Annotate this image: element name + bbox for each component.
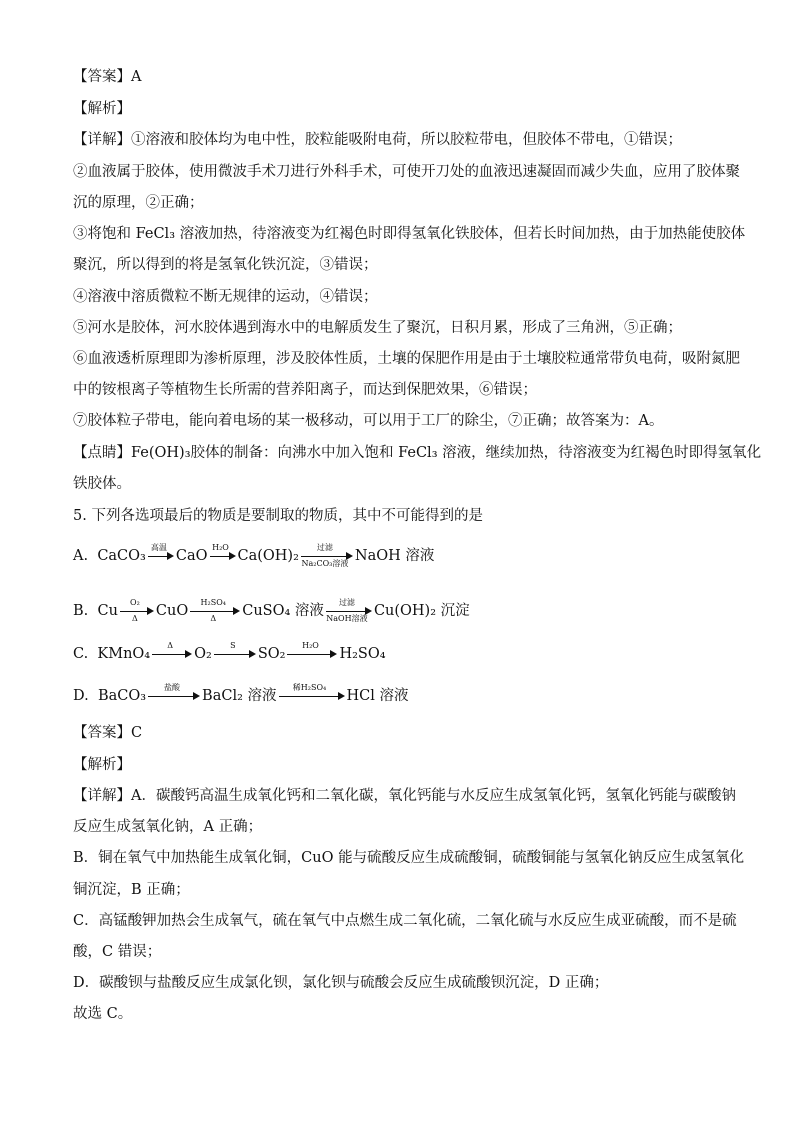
- arrow-condition: H₂SO₄: [200, 598, 226, 607]
- detail-tag: 【详解】: [73, 788, 131, 804]
- q4-line: 聚沉，所以得到的将是氢氧化铁沉淀，③错误；: [73, 257, 378, 273]
- note-tag: 【点睛】: [73, 445, 131, 461]
- species: HCl 溶液: [346, 688, 409, 704]
- reaction-arrow: [301, 543, 353, 569]
- arrow-condition: 过滤: [338, 598, 355, 607]
- q5-line: C．高锰酸钾加热会生成氧气，硫在氧气中点燃生成二氧化硫，二氧化硫与水反应生成亚硫酸，而不是硫: [73, 913, 737, 929]
- reaction-arrow: [190, 598, 240, 624]
- species: Ca(OH)₂: [237, 548, 299, 564]
- q5-line: B．铜在氧气中加热能生成氧化铜，CuO 能与硫酸反应生成硫酸铜，硫酸铜能与氢氧化钠反应生成氢氧化: [73, 850, 745, 866]
- q4-line: ⑦胶体粒子带电，能向着电场的某一极移动，可以用于工厂的除尘，⑦正确；故答案为：A。: [73, 413, 664, 429]
- species: BaCl₂ 溶液: [202, 688, 277, 704]
- species: CaCO₃: [97, 548, 146, 564]
- species: KMnO₄: [97, 646, 151, 662]
- note-text: Fe(OH)₃胶体的制备：向沸水中加入饱和 FeCl₃ 溶液，继续加热，待溶液变为红褐色时即得氢氧化: [131, 445, 762, 461]
- reaction-arrow: [326, 598, 372, 624]
- arrow-condition: H₂O: [212, 543, 229, 552]
- answer-value: C: [131, 725, 143, 741]
- arrow-condition: Δ: [132, 614, 138, 623]
- q5-stem: 5. 下列各选项最后的物质是要制取的物质，其中不可能得到的是: [73, 508, 483, 524]
- species: CuO: [155, 603, 189, 619]
- species: CuSO₄ 溶液: [242, 603, 324, 619]
- arrow-condition: Δ: [167, 641, 174, 650]
- reaction-arrow: [279, 683, 345, 709]
- reaction-arrow: [210, 543, 236, 569]
- reaction-arrow: [214, 641, 256, 667]
- q4-analysis-tag: 【解析】: [73, 101, 131, 117]
- q5-line: 反应生成氢氧化钠，A 正确；: [73, 819, 263, 835]
- option-d: [73, 682, 409, 710]
- detail-tag: 【详解】: [73, 132, 131, 148]
- arrow-condition: Na₂CO₃溶液: [301, 559, 349, 568]
- arrow-condition: 高温: [150, 543, 167, 552]
- detail-text: ①溶液和胶体均为电中性，胶粒能吸附电荷，所以胶粒带电，但胶体不带电，①错误；: [131, 132, 682, 148]
- q4-line: ④溶液中溶质微粒不断无规律的运动，④错误；: [73, 289, 378, 305]
- arrow-condition: S: [230, 641, 236, 650]
- arrow-condition: NaOH溶液: [326, 614, 368, 623]
- reaction-arrow: [120, 598, 154, 624]
- species: NaOH 溶液: [354, 548, 435, 564]
- q4-line: ③将饱和 FeCl₃ 溶液加热，待溶液变为红褐色时即得氢氧化铁胶体，但若长时间加热，由于加热能使胶体: [73, 226, 746, 242]
- q5-line: D．碳酸钡与盐酸反应生成氯化钡，氯化钡与硫酸会反应生成硫酸钡沉淀，D 正确；: [73, 975, 609, 991]
- arrow-condition: Δ: [210, 614, 217, 623]
- option-c: [73, 640, 386, 668]
- q4-detail-line: [73, 130, 682, 150]
- q4-note-line2: 铁胶体。: [73, 476, 131, 492]
- reaction-arrow: [148, 543, 174, 569]
- option-label: C.: [73, 646, 89, 662]
- q4-line: ⑥血液透析原理即为渗析原理，涉及胶体性质，土壤的保肥作用是由于土壤胶粒通常带负电荷，吸附氮肥: [73, 351, 740, 367]
- q5-answer: [73, 723, 142, 743]
- q4-answer: [73, 67, 141, 87]
- option-label: B.: [73, 603, 89, 619]
- q4-line: 沉的原理，②正确；: [73, 195, 204, 211]
- species: Cu(OH)₂ 沉淀: [373, 603, 470, 619]
- q5-detail-line: [73, 786, 736, 806]
- species: O₂: [194, 646, 212, 662]
- option-a: [73, 542, 434, 570]
- q4-line: ②血液属于胶体，使用微波手术刀进行外科手术，可使开刀处的血液迅速凝固而减少失血，应用了胶体聚: [73, 164, 740, 180]
- reaction-arrow: [287, 641, 337, 667]
- reaction-arrow: [152, 641, 192, 667]
- detail-text: A．碳酸钙高温生成氧化钙和二氧化碳，氧化钙能与水反应生成氢氧化钙，氢氧化钙能与碳酸钠: [131, 788, 736, 804]
- q5-line: 酸，C 错误；: [73, 944, 162, 960]
- option-label: A.: [73, 548, 89, 564]
- arrow-condition: 过滤: [316, 543, 333, 552]
- option-label: D.: [73, 688, 89, 704]
- answer-value: A: [131, 69, 142, 85]
- species: BaCO₃: [97, 688, 147, 704]
- species: SO₂: [257, 646, 286, 662]
- species: H₂SO₄: [339, 646, 386, 662]
- q5-line: 故选 C。: [73, 1006, 133, 1022]
- species: Cu: [97, 603, 118, 619]
- species: CaO: [175, 548, 208, 564]
- q4-note-line: [73, 443, 761, 463]
- arrow-condition: O₂: [130, 598, 140, 607]
- arrow-condition: 稀H₂SO₄: [292, 683, 327, 692]
- reaction-arrow: [148, 683, 200, 709]
- arrow-condition: H₂O: [302, 641, 319, 650]
- arrow-condition: 盐酸: [164, 683, 181, 692]
- option-b: [73, 597, 470, 625]
- answer-tag: 【答案】: [73, 69, 131, 85]
- answer-tag: 【答案】: [73, 725, 131, 741]
- q5-analysis-tag: 【解析】: [73, 757, 131, 773]
- q5-line: 铜沉淀，B 正确；: [73, 882, 190, 898]
- q4-line: 中的铵根离子等植物生长所需的营养阳离子，而达到保肥效果，⑥错误；: [73, 382, 537, 398]
- q4-line: ⑤河水是胶体，河水胶体遇到海水中的电解质发生了聚沉，日积月累，形成了三角洲，⑤正确；: [73, 320, 682, 336]
